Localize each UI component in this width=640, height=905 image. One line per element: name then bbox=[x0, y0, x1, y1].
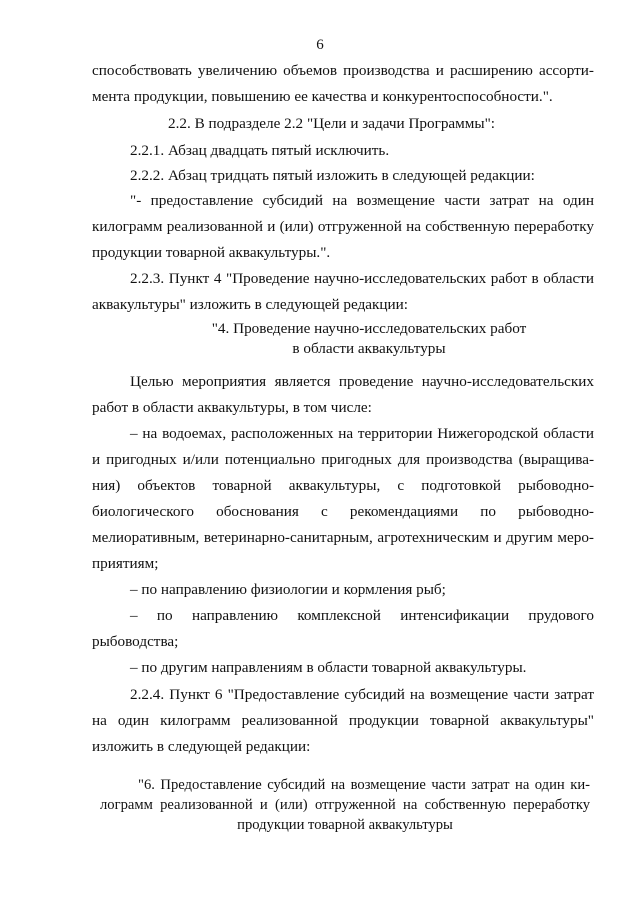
paragraph bbox=[92, 266, 594, 318]
text-line: мелиоративным, ветеринарно-санитарным, агротехническим и другим меро- bbox=[92, 529, 594, 546]
text-line: приятиям; bbox=[92, 555, 159, 572]
text-line: ния) объектов товарной аквакультуры, с подготовкой рыбоводно- bbox=[92, 477, 594, 494]
paragraph bbox=[92, 369, 594, 421]
list-item bbox=[92, 577, 594, 603]
heading-line: "4. Проведение научно-исследовательских работ bbox=[211, 320, 527, 337]
paragraph bbox=[92, 111, 594, 137]
page-number: 6 bbox=[316, 37, 324, 53]
heading-line: в области аквакультуры bbox=[292, 340, 446, 357]
text-line: 2.2.4. Пункт 6 "Предоставление субсидий на возмещение части затрат bbox=[130, 686, 594, 703]
heading-line: "6. Предоставление субсидий на возмещение части затрат на один ки- bbox=[138, 777, 590, 793]
text-line: 2.2.1. Абзац двадцать пятый исключить. bbox=[130, 142, 390, 159]
heading-line: продукции товарной аквакультуры bbox=[237, 817, 453, 833]
paragraph bbox=[92, 682, 594, 760]
text-line: биологического обоснования с рекомендациями по рыбоводно- bbox=[92, 503, 594, 520]
text-line: способствовать увеличению объемов производства и расширению ассорти- bbox=[92, 62, 594, 79]
text-line: килограмм реализованной и (или) отгруженной на собственную переработку bbox=[92, 218, 594, 235]
list-item bbox=[92, 603, 594, 655]
text-line: рыбоводства; bbox=[92, 633, 179, 650]
text-line: работ в области аквакультуры, в том числе: bbox=[92, 399, 372, 416]
text-line: – по направлению физиологии и кормления рыб; bbox=[130, 581, 446, 598]
text-line: аквакультуры" изложить в следующей редакции: bbox=[92, 296, 409, 313]
text-line: – по направлению комплексной интенсификации прудового bbox=[130, 607, 594, 624]
paragraph bbox=[92, 58, 594, 110]
paragraph bbox=[92, 163, 594, 189]
list-item bbox=[92, 421, 594, 577]
paragraph bbox=[92, 188, 594, 266]
section-heading bbox=[92, 319, 594, 359]
text-line: 2.2.2. Абзац тридцать пятый изложить в следующей редакции: bbox=[130, 167, 535, 184]
section-heading bbox=[100, 775, 590, 835]
text-line: – по другим направлениям в области товарной аквакультуры. bbox=[130, 659, 527, 676]
list-item bbox=[92, 655, 594, 681]
text-line: изложить в следующей редакции: bbox=[92, 738, 311, 755]
text-line: "- предоставление субсидий на возмещение части затрат на один bbox=[130, 192, 594, 209]
text-line: Целью мероприятия является проведение научно-исследовательских bbox=[130, 373, 594, 390]
text-line: продукции товарной аквакультуры.". bbox=[92, 244, 331, 261]
paragraph bbox=[92, 138, 594, 164]
text-line: 2.2.3. Пункт 4 "Проведение научно-исследовательских работ в области bbox=[130, 270, 594, 287]
text-line: и пригодных и/или потенциально пригодных для производства (выращива- bbox=[92, 451, 594, 468]
text-line: на один килограмм реализованной продукции товарной аквакультуры" bbox=[92, 712, 594, 729]
text-line: – на водоемах, расположенных на территории Нижегородской области bbox=[130, 425, 594, 442]
heading-line: лограмм реализованной и (или) отгруженной на собственную переработку bbox=[100, 797, 590, 813]
text-line: 2.2. В подразделе 2.2 "Цели и задачи Программы": bbox=[168, 115, 496, 132]
text-line: мента продукции, повышению ее качества и конкурентоспособности.". bbox=[92, 88, 553, 105]
